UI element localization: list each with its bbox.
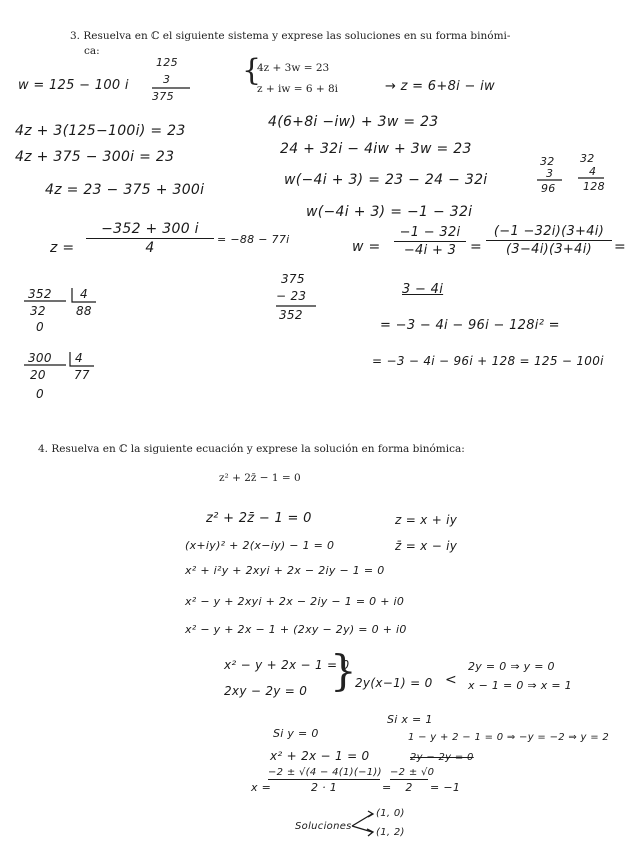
solutions-label: Soluciones <box>295 821 352 832</box>
case-x-one: x − 1 = 0 ⇒ x = 1 <box>468 679 572 692</box>
div1-divisor: 4 <box>80 287 88 301</box>
real-part-eq: x² − y + 2x − 1 = 0 <box>224 658 350 672</box>
sub-mid: − 23 <box>276 289 307 303</box>
problem-4-title: 4. Resuelva en ℂ la siguiente ecuación y exprese la solución en forma binómica: <box>38 443 465 455</box>
z-label: z = <box>50 240 75 256</box>
w-fraction <box>394 225 466 258</box>
x-fraction-bar-2 <box>390 779 428 780</box>
quadratic-eq: x² + 2x − 1 = 0 <box>270 749 370 763</box>
div2-quotient: 77 <box>74 368 90 382</box>
div1-partial: 32 <box>30 304 46 318</box>
system-eq1: 4z + 3w = 23 <box>257 62 330 74</box>
p4-step-5: x² − y + 2x − 1 + (2xy − 2y) = 0 + i0 <box>185 623 407 636</box>
w-denominator: −4i + 3 <box>403 243 457 258</box>
si-x-one: Si x = 1 <box>387 713 433 726</box>
right-step-3: w(−4i + 3) = 23 − 24 − 32i <box>284 172 488 188</box>
m1-top: 32 <box>540 155 555 168</box>
m2-bot: 128 <box>583 180 605 193</box>
w-expansion-1: = −3 − 4i − 96i − 128i² = <box>380 318 560 333</box>
w-label: w = <box>352 239 381 255</box>
z-value: = −88 − 77i <box>217 233 290 246</box>
solution-1: (1, 0) <box>376 808 405 819</box>
left-step-3: 4z = 23 − 375 + 300i <box>45 182 205 198</box>
div1-remainder: 0 <box>36 320 44 334</box>
div1-dividend: 352 <box>28 287 52 301</box>
w-equals: = <box>470 239 483 255</box>
x-numerator-2: −2 ± √0 <box>390 767 435 778</box>
z-fraction-bar <box>86 238 214 239</box>
mult-top: 125 <box>156 56 178 69</box>
x-case-eq-2: 2y − 2y = 0 <box>410 752 474 763</box>
si-y-zero: Si y = 0 <box>273 727 319 740</box>
system-closing-brace: } <box>330 646 357 695</box>
w-numerator-2: (−1 −32i)(3+4i) <box>493 224 605 239</box>
p4-step-1: z² + 2z̄ − 1 = 0 <box>206 511 312 526</box>
z-definition: z = x + iy <box>395 513 458 527</box>
case-y-zero: 2y = 0 ⇒ y = 0 <box>468 660 555 673</box>
x-denominator: 2 · 1 <box>311 781 337 794</box>
w-equals-2: = <box>614 239 627 255</box>
mult-mid: 3 <box>163 73 171 86</box>
zbar-definition: z̄ = x − iy <box>395 539 458 553</box>
x-value: = −1 <box>430 781 461 794</box>
imag-part-eq: 2xy − 2y = 0 <box>224 684 308 698</box>
z-numerator: −352 + 300 i <box>101 221 199 237</box>
system-eq2: z + iw = 6 + 8i <box>257 83 339 95</box>
w-denominator-2: (3−4i)(3+4i) <box>506 242 592 257</box>
x-label: x = <box>251 781 272 794</box>
x-fraction-bar <box>268 779 380 780</box>
w-numerator: −1 − 32i <box>399 225 461 240</box>
factored-eq: 2y(x−1) = 0 <box>355 676 433 690</box>
div2-dividend: 300 <box>28 351 52 365</box>
left-step-2: 4z + 375 − 300i = 23 <box>15 149 175 165</box>
div2-remainder: 0 <box>36 387 44 401</box>
x-case-eq-1: 1 − y + 2 − 1 = 0 ⇒ −y = −2 ⇒ y = 2 <box>408 732 610 743</box>
div2-partial: 20 <box>30 368 46 382</box>
left-step-1: 4z + 3(125−100i) = 23 <box>15 123 186 139</box>
w-den-expanded: 3 − 4i <box>402 282 444 297</box>
sub-top: 375 <box>281 272 305 286</box>
right-step-2: 24 + 32i − 4iw + 3w = 23 <box>280 141 472 157</box>
sub-result: 352 <box>279 308 303 322</box>
z-substitution: → z = 6+8i − iw <box>385 79 495 94</box>
system-brace: { <box>242 53 262 88</box>
mult-bot: 375 <box>152 90 174 103</box>
m2-top: 32 <box>580 152 595 165</box>
div1-quotient: 88 <box>76 304 92 318</box>
x-fraction-2 <box>390 767 435 794</box>
m1-mid: 3 <box>546 167 554 180</box>
z-fraction <box>86 221 214 256</box>
p4-step-3: x² + i²y + 2xyi + 2x − 2iy − 1 = 0 <box>185 564 385 577</box>
z-denominator: 4 <box>145 240 155 256</box>
x-denominator-2: 2 <box>405 781 413 794</box>
w-fraction-bar <box>394 241 466 242</box>
right-step-4: w(−4i + 3) = −1 − 32i <box>306 204 473 220</box>
m2-mid: 4 <box>589 165 597 178</box>
w-fraction-2 <box>486 224 612 257</box>
solution-2: (1, 2) <box>376 827 405 838</box>
x-fraction <box>268 767 380 794</box>
problem-3-title: 3. Resuelva en ℂ el siguiente sistema y exprese las soluciones en su forma binómi- <box>70 30 511 42</box>
m1-bot: 96 <box>541 182 556 195</box>
branch-symbol: < <box>445 672 458 688</box>
w-final-result: w = 125 − 100 i <box>18 78 129 93</box>
p4-step-2: (x+iy)² + 2(x−iy) − 1 = 0 <box>185 539 335 552</box>
problem-4-equation: z² + 2z̄ − 1 = 0 <box>219 472 301 484</box>
p4-step-4: x² − y + 2xyi + 2x − 2iy − 1 = 0 + i0 <box>185 595 405 608</box>
x-equals: = <box>382 781 392 794</box>
w-expansion-2: = −3 − 4i − 96i + 128 = 125 − 100i <box>372 354 604 368</box>
x-numerator: −2 ± √(4 − 4(1)(−1)) <box>268 767 382 778</box>
div2-divisor: 4 <box>75 351 83 365</box>
right-step-1: 4(6+8i −iw) + 3w = 23 <box>268 114 439 130</box>
problem-3-title-cont: ca: <box>84 45 100 57</box>
w-fraction-bar-2 <box>486 240 612 241</box>
